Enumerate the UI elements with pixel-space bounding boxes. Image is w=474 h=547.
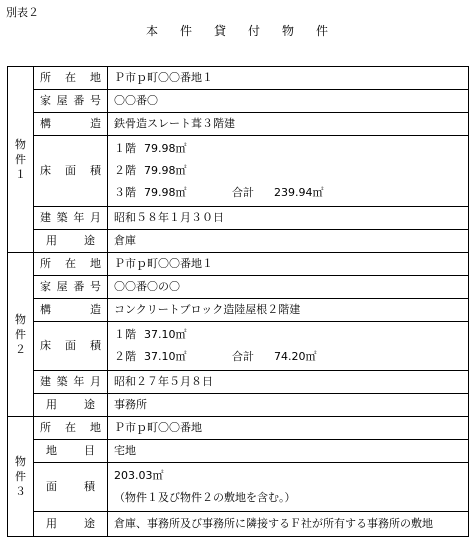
table-row	[8, 371, 469, 394]
area-note: （物件１及び物件２の敷地を含む。）	[114, 491, 296, 504]
field-label: 床 面 積	[34, 322, 108, 371]
field-label: 地 目	[34, 440, 108, 463]
field-value: Ｐ市ｐ町〇〇番地	[108, 417, 469, 440]
table-row	[8, 136, 469, 207]
table-row	[8, 90, 469, 113]
property-label-2: 物件２	[8, 253, 34, 417]
field-value: 倉庫、事務所及び事務所に隣接するＦ社が所有する事務所の敷地	[108, 512, 469, 537]
field-label: 床 面 積	[34, 136, 108, 207]
field-value: 倉庫	[108, 230, 469, 253]
floor-area-value	[108, 322, 469, 371]
table-row	[8, 230, 469, 253]
table-row	[8, 322, 469, 371]
title-char: 件	[179, 24, 192, 38]
floor-line: ３階 79.98㎡ 合計 239.94㎡	[114, 186, 324, 199]
field-label: 用 途	[34, 512, 108, 537]
field-value: 宅地	[108, 440, 469, 463]
area-line: 203.03㎡	[114, 469, 164, 482]
table-row	[8, 394, 469, 417]
field-label: 面 積	[34, 463, 108, 512]
field-value: 〇〇番〇	[108, 90, 469, 113]
table-row	[8, 67, 469, 90]
floor-line: １階 37.10㎡	[114, 328, 187, 341]
table-row	[8, 512, 469, 537]
field-value: 事務所	[108, 394, 469, 417]
floor-line: １階 79.98㎡	[114, 142, 187, 155]
field-value: コンクリートブロック造陸屋根２階建	[108, 299, 469, 322]
field-label: 建 築 年 月	[34, 207, 108, 230]
field-label: 構 造	[34, 113, 108, 136]
document-title	[0, 22, 474, 39]
table-row	[8, 276, 469, 299]
title-char: 件	[316, 24, 329, 38]
table-row	[8, 440, 469, 463]
floor-line: ２階 37.10㎡ 合計 74.20㎡	[114, 350, 317, 363]
table-row	[8, 417, 469, 440]
field-label: 家 屋 番 号	[34, 90, 108, 113]
table-row	[8, 113, 469, 136]
field-value: 鉄骨造スレート葺３階建	[108, 113, 469, 136]
field-label: 家 屋 番 号	[34, 276, 108, 299]
field-label: 用 途	[34, 230, 108, 253]
table-row	[8, 299, 469, 322]
field-value: 〇〇番〇の〇	[108, 276, 469, 299]
title-char: 貸	[213, 24, 226, 38]
field-label: 所 在 地	[34, 417, 108, 440]
appendix-label: 別表２	[6, 6, 39, 19]
title-char: 物	[282, 24, 295, 38]
floor-area-value	[108, 136, 469, 207]
property-table	[7, 66, 469, 537]
field-value: Ｐ市ｐ町〇〇番地１	[108, 67, 469, 90]
table-row	[8, 253, 469, 276]
field-label: 建 築 年 月	[34, 371, 108, 394]
field-label: 所 在 地	[34, 253, 108, 276]
land-area-value	[108, 463, 469, 512]
field-value: Ｐ市ｐ町〇〇番地１	[108, 253, 469, 276]
title-char: 本	[145, 24, 158, 38]
table-row	[8, 207, 469, 230]
property-label-1: 物件１	[8, 67, 34, 253]
floor-line: ２階 79.98㎡	[114, 164, 187, 177]
title-char: 付	[248, 24, 261, 38]
table-row	[8, 463, 469, 512]
field-label: 構 造	[34, 299, 108, 322]
field-label: 用 途	[34, 394, 108, 417]
property-label-3: 物件３	[8, 417, 34, 537]
field-value: 昭和２７年５月８日	[108, 371, 469, 394]
field-value: 昭和５８年１月３０日	[108, 207, 469, 230]
field-label: 所 在 地	[34, 67, 108, 90]
